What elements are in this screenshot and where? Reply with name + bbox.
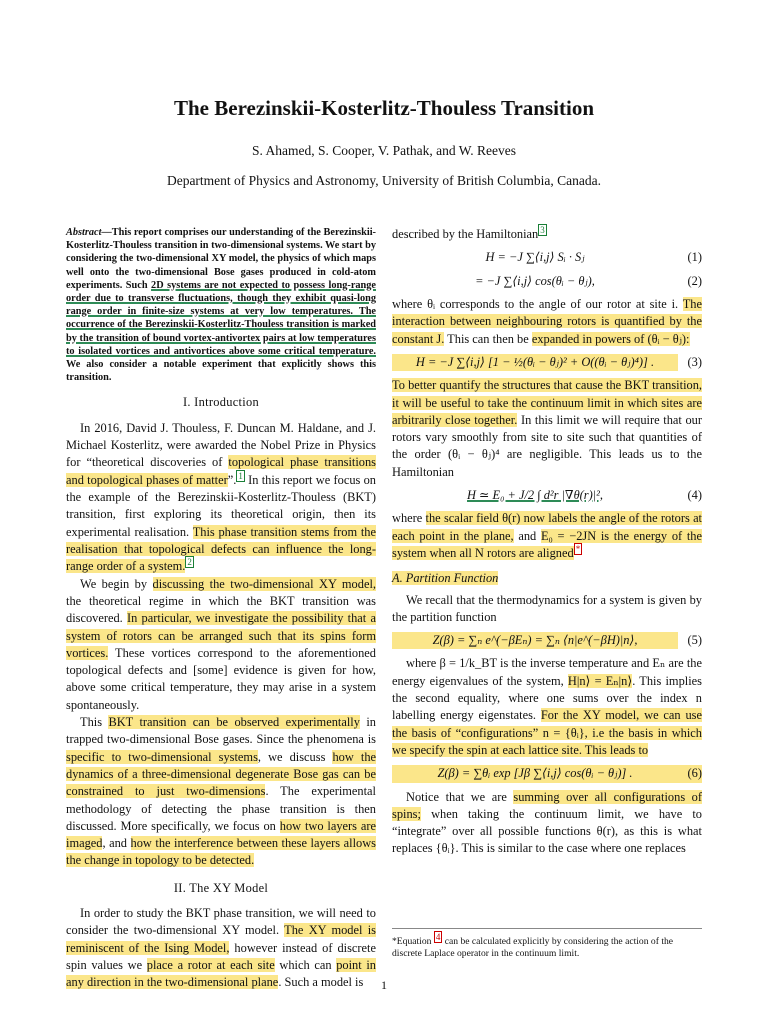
right-column (392, 226, 702, 858)
highlight: specific to two-dimensional systems (66, 749, 258, 764)
citation-link[interactable]: 2 (187, 557, 192, 568)
text: Equation (396, 936, 434, 948)
highlight: A. Partition Function (392, 571, 499, 586)
text: where (392, 511, 426, 526)
highlight: point in any direction in the two-dimensional plane (66, 957, 376, 990)
equation-link[interactable]: 4 (435, 932, 441, 942)
equation-number: (5) (687, 633, 702, 648)
text: where β = 1/k_BT is the inverse temperature and Eₙ are the energy eigenvalues of the system, (392, 656, 702, 688)
equation-body: H = −J ∑⟨i,j⟩ Sᵢ · Sⱼ (485, 250, 585, 265)
text: These vortices correspond to the aforementioned topological defects and [some] evidence is given for how, above some critical temperature, they may arise in a system spontaneously. (66, 645, 376, 712)
equation-number: (4) (687, 487, 702, 502)
text: however instead of discrete spin values we (66, 940, 376, 972)
equation-body: = −J ∑⟨i,j⟩ cos(θᵢ − θⱼ), (475, 273, 595, 288)
text: In order to study the BKT phase transition, we will need to consider the two-dimensional XY model. (66, 906, 376, 938)
text: in trapped two-dimensional Bose gases. Since the phenomena is (66, 715, 376, 747)
equation-4 (392, 487, 702, 504)
footnote-marker: * (392, 936, 397, 948)
highlight: For the XY model, we can use the basis of “configurations” n = {θᵢ}, i.e the basis in which we specify the spin at each lattice site. This leads to (392, 708, 702, 757)
citation-link[interactable]: 1 (238, 470, 243, 481)
partition-paragraph: We recall that the thermodynamics for a system is given by the partition function (392, 592, 702, 624)
highlight: This phase transition stems from the realisation that topological defects can influence the long-range order of a system. (66, 524, 376, 574)
text: We begin by (80, 576, 153, 591)
highlight: how two layers are imaged (66, 818, 377, 851)
footnote (392, 928, 702, 960)
abstract-underlined: 2D systems are not expected to possess long-range order due to transverse fluctuations, though they exhibit quasi-long range order in finite-size systems at very low temperatures. The occurrence of the Berezinskii-Kosterlitz-Thouless transition is marked by the transition of bound vortex-antivortex pairs at low temperatures to isolated vortices and antivortices above some critical temperature. (66, 279, 376, 357)
equation-number: (1) (687, 250, 702, 265)
intro-paragraph-2 (66, 576, 376, 714)
abstract-lead: Abstract— (66, 227, 112, 238)
page-number: 1 (381, 978, 387, 992)
text: In this limit we will require that our rotors vary smoothly from site to site such that quantities of the order (θᵢ − θⱼ)⁴ are negligible. This leads us to the Hamiltonian (392, 412, 702, 479)
intro-paragraph-3 (66, 714, 376, 870)
text: which can (274, 957, 337, 972)
text: when taking the continuum limit, we have to “integrate” over all possible functions θ(r), as this is what replaces {θᵢ}. This is similar to the case where one replaces (392, 806, 702, 856)
highlight: place a rotor at each site (146, 957, 275, 972)
beta-paragraph (392, 655, 702, 759)
highlight: The interaction between neighbouring rotors is quantified by the constant J. (392, 297, 702, 346)
footnote-link[interactable]: * (575, 543, 581, 554)
equation-body: H ≃ E₀ + J/2 ∫ d²r |∇θ(r)|², (467, 487, 603, 502)
citation-link[interactable]: 3 (540, 225, 545, 235)
subsection-heading-partition (392, 570, 702, 587)
configurations-paragraph (392, 789, 702, 858)
section-heading-introduction: I. Introduction (182, 395, 260, 410)
highlight: discussing the two-dimensional XY model, (152, 576, 376, 591)
rotor-paragraph (392, 296, 702, 348)
equation-number: (3) (687, 354, 702, 369)
text: the theoretical regime in which the BKT transition was discovered. (66, 593, 376, 626)
text: . This implies the second equality, where one sums over the index n labelling energy eigenstates. (392, 673, 702, 723)
text: can be calculated explicitly by considering the action of the discrete Laplace operator in the continuum limit. (392, 936, 674, 960)
text: . Such a model is (278, 975, 364, 990)
text: ”. (227, 472, 237, 487)
equation-3 (392, 354, 702, 371)
equation-6 (392, 765, 702, 782)
hamiltonian-intro (392, 226, 702, 243)
continuum-paragraph (392, 377, 702, 481)
equation-body: H = −J ∑⟨i,j⟩ [1 − ½(θᵢ − θⱼ)² + O((θᵢ − θⱼ)⁴)] . (392, 354, 678, 371)
text: described by the Hamiltonian (392, 227, 539, 242)
abstract-text-end: We also consider a notable experiment that explicitly shows this transition. (66, 359, 376, 384)
highlight: how the interference between these layers allows the change in topology to be detected. (66, 836, 376, 868)
author-list: S. Ahamed, S. Cooper, V. Pathak, and W. Reeves (251, 143, 517, 158)
highlight: summing over all configurations of spins; (392, 789, 703, 821)
highlight: expanded in powers of (θᵢ − θⱼ): (531, 331, 690, 346)
highlight: how the dynamics of a three-dimensional degenerate Bose gas can be constrained to just two-dimensions (66, 749, 377, 799)
text: In this report we focus on the example of the Berezinskii-Kosterlitz-Thouless (BKT) transition, first exploring its theoretical origin, then its experimental realisation. (66, 472, 376, 539)
text: , we discuss (257, 749, 333, 764)
affiliation: Department of Physics and Astronomy, University of British Columbia, Canada. (166, 173, 602, 188)
equation-body: Z(β) = ∑ₙ e^(−βEₙ) = ∑ₙ ⟨n|e^(−βH)|n⟩, (392, 632, 678, 649)
abstract (66, 226, 376, 384)
text: , and (102, 836, 131, 851)
abstract-text: This report comprises our understanding of the Berezinskii-Kosterlitz-Thouless transition in two-dimensional systems. We start by considering the two-dimensional XY model, the physics of which maps well onto the two-dimensional Bose gases produced in cold-atom experiments. Such (66, 227, 376, 291)
text: Notice that we are (406, 789, 514, 804)
text: . The experimental methodology of detecting the phase transition is then discussed. More specifically, we focus on (66, 784, 376, 833)
equation-number: (6) (678, 765, 702, 782)
text: This can then be (444, 331, 532, 346)
equation-1 (392, 249, 702, 266)
text: where θᵢ corresponds to the angle of our rotor at site i. (392, 297, 683, 312)
highlight: To better quantify the structures that cause the BKT transition, it will be useful to take the continuum limit in which sites are arbitrarily close together. (392, 378, 702, 427)
equation-2 (392, 273, 702, 290)
highlight: E₀ = −2JN is the energy of the system when all N rotors are aligned (392, 528, 702, 560)
equation-body: Z(β) = ∑θᵢ exp [Jβ ∑⟨i,j⟩ cos(θᵢ − θⱼ)] . (392, 765, 678, 782)
equation-number: (2) (687, 273, 702, 288)
intro-paragraph-1 (66, 420, 376, 576)
highlight: H|n⟩ = Eₙ|n⟩ (567, 673, 633, 688)
text: and (513, 528, 541, 543)
highlight: In particular, we investigate the possibility that a system of rotors can be arranged such that its spins form vortices. (66, 611, 376, 660)
equation-5 (392, 632, 702, 649)
highlight: the scalar field θ(r) now labels the angle of the rotors at each point in the plane, (392, 511, 703, 543)
scalar-field-paragraph (392, 510, 702, 562)
highlight: The XY model is reminiscent of the Ising Model, (66, 923, 376, 955)
paper-title: The Berezinskii-Kosterlitz-Thouless Transition (173, 96, 594, 120)
left-column (66, 226, 376, 991)
highlight: topological phase transitions and topological phases of matter (66, 455, 376, 487)
text: In 2016, David J. Thouless, F. Duncan M. Haldane, and J. Michael Kosterlitz, were awarded the Nobel Prize in Physics for “theoretical discoveries of (66, 420, 376, 470)
highlight: BKT transition can be observed experimentally (108, 715, 360, 730)
section-heading-xy-model: II. The XY Model (173, 880, 269, 895)
text: This (80, 715, 109, 730)
